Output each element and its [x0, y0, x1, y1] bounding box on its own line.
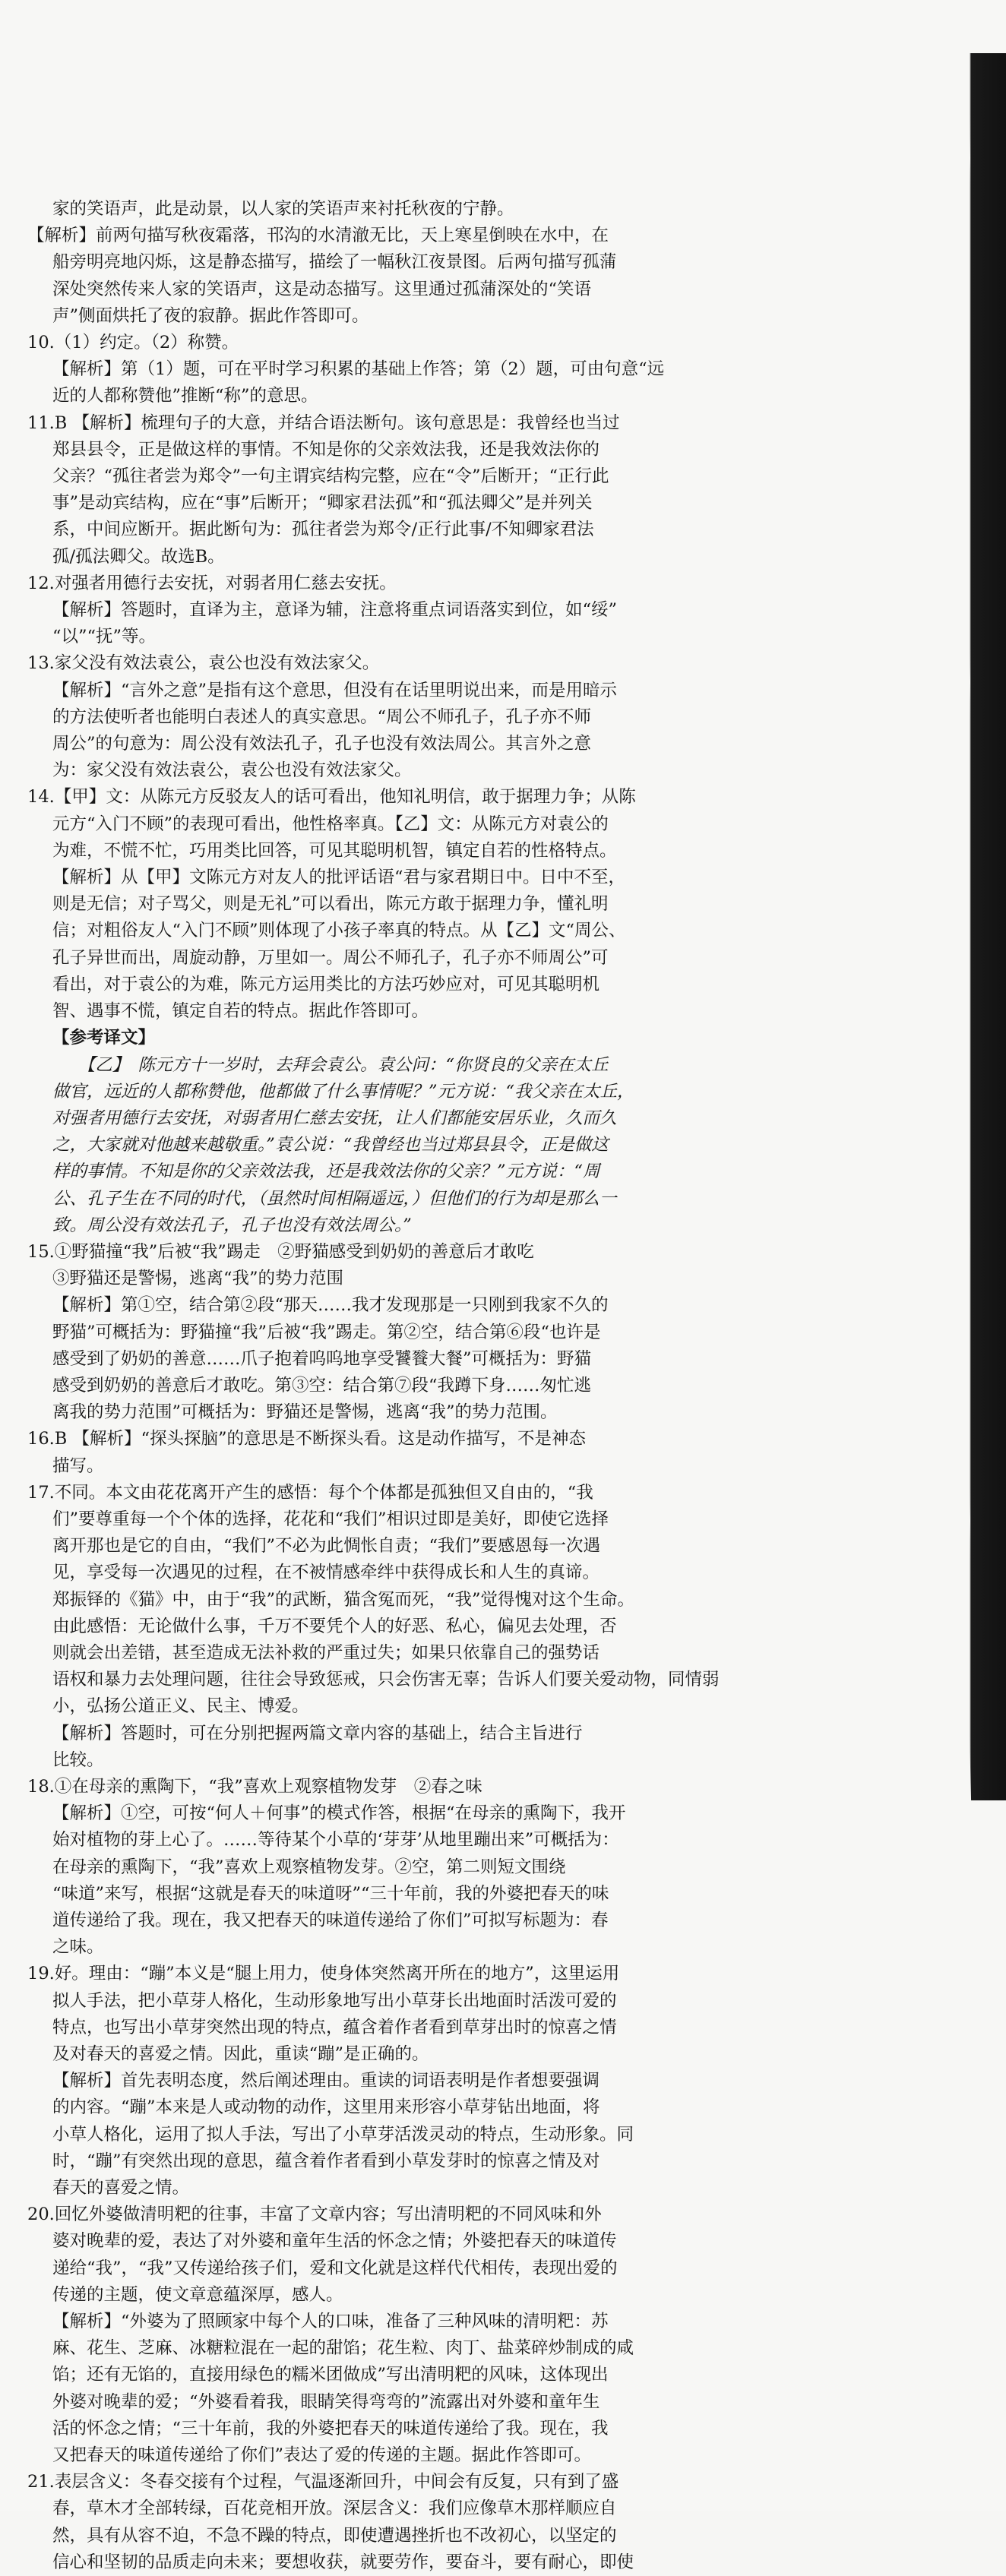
text-line: 活的怀念之情；“三十年前，我的外婆把春天的味道传递给了我。现在，我: [52, 2418, 609, 2439]
answer-text-body: [27, 196, 960, 2576]
text-line: 声”侧面烘托了夜的寂静。据此作答即可。: [52, 305, 369, 326]
text-line: 始对植物的芽上心了。……等待某个小草的‘芽芽’从地里蹦出来”可概括为：: [52, 1830, 619, 1851]
text-line: 又把春天的味道传递给了你们”表达了爱的传递的主题。据此作答即可。: [52, 2445, 592, 2466]
text-line: 郑县县令，正是做这样的事情。不知是你的父亲效法我，还是我效法你的: [52, 439, 600, 460]
text-line: 在母亲的熏陶下，“我”喜欢上观察植物发芽。②空，第二则短文围绕: [52, 1857, 566, 1877]
text-line: 智、遇事不慌，镇定自若的特点。据此作答即可。: [52, 1001, 429, 1022]
text-line: 离开那也是它的自由，“我们”不必为此惆怅自责；“我们”要感恩每一次遇: [52, 1536, 601, 1557]
text-line: 【解析】前两句描写秋夜霜落，邗沟的水清澈无比，天上寒星倒映在水中，在: [27, 226, 609, 246]
text-line: 的方法使听者也能明白表述人的真实意思。“周公不师孔子，孔子亦不师: [52, 706, 592, 727]
text-line: 之味。: [52, 1937, 104, 1958]
text-line: 然，具有从容不迫，不急不躁的特点，即使遭遇挫折也不改初心，以坚定的: [52, 2525, 617, 2546]
text-line: 信心和坚韧的品质走向未来；要想收获，就要劳作，要奋斗，要有耐心，即使: [52, 2552, 634, 2572]
text-line: 事”是动宾结构，应在“事”后断开；“卿家君法孤”和“孤法卿父”是并列关: [52, 493, 593, 514]
text-line: 17.不同。本文由花花离开产生的感悟：每个个体都是孤独但又自由的，“我: [27, 1482, 593, 1503]
text-line: 周公”的句意为：周公没有效法孔子，孔子也没有效法周公。其言外之意: [52, 734, 592, 754]
text-line: 信；对粗俗友人“入门不顾”则体现了小孩子率真的特点。从【乙】文“周公、: [52, 921, 626, 941]
text-line: 家的笑语声，此是动景，以人家的笑语声来衬托秋夜的宁静。: [52, 199, 514, 219]
text-line: 系，中间应断开。据此断句为：孤往者尝为郑令/正行此事/不知卿家君法: [52, 520, 594, 540]
text-line: 为难，不慌不忙，巧用类比回答，可见其聪明机智，镇定自若的性格特点。: [52, 840, 617, 861]
text-line: 馅；还有无馅的，直接用绿色的糯米团做成”写出清明粑的风味，这体现出: [52, 2365, 609, 2385]
text-line: 致。周公没有效法孔子，孔子也没有效法周公。”: [52, 1215, 412, 1235]
text-line: 拟人手法，把小草芽人格化，生动形象地写出小草芽长出地面时活泼可爱的: [52, 1990, 617, 2011]
text-line: 描写。: [52, 1456, 104, 1476]
text-line: 21.表层含义：冬春交接有个过程，气温逐渐回升，中间会有反复，只有到了盛: [27, 2472, 619, 2492]
text-line: “以”“抚”等。: [52, 627, 157, 647]
text-line: 婆对晚辈的爱，表达了对外婆和童年生活的怀念之情；外婆把春天的味道传: [52, 2231, 617, 2252]
text-line: 船旁明亮地闪烁，这是静态描写，描绘了一幅秋江夜景图。后两句描写孤蒲: [52, 252, 617, 273]
text-line: 公、孔子生在不同的时代，（虽然时间相隔遥远，）但他们的行为却是那么一: [52, 1188, 617, 1209]
text-line: 近的人都称赞他”推断“称”的意思。: [52, 386, 318, 406]
text-line: 对强者用德行去安抚，对弱者用仁慈去安抚，让人们都能安居乐业，久而久: [52, 1108, 617, 1128]
text-line: 感受到了奶奶的善意……爪子抱着呜呜地享受饕餮大餐”可概括为：野猫: [52, 1348, 592, 1369]
text-line: 18.①在母亲的熏陶下，“我”喜欢上观察植物发芽 ②春之味: [27, 1776, 482, 1797]
text-line: 【乙】 陈元方十一岁时，去拜会袁公。袁公问：“你贤良的父亲在太丘: [52, 1054, 609, 1075]
text-line: 【解析】答题时，直译为主，意译为辅，注意将重点词语落实到位，如“绥”: [52, 600, 618, 621]
text-line: 16.B 【解析】“探头探脑”的意思是不断探头看。这是动作描写，不是神态: [27, 1429, 586, 1449]
text-line: 们”要尊重每一个个体的选择，花花和“我们”相识过即是美好，即使它选择: [52, 1509, 609, 1529]
text-line: 道传递给了我。现在，我又把春天的味道传递给了你们”可拟写标题为：春: [52, 1911, 609, 1930]
text-line: 为：家父没有效法袁公，袁公也没有效法家父。: [52, 760, 412, 781]
text-line: 递给“我”，“我”又传递给孩子们，爱和文化就是这样代代相传，表现出爱的: [52, 2258, 618, 2278]
text-line: 11.B 【解析】梳理句子的大意，并结合语法断句。该句意思是：我曾经也当过: [27, 412, 620, 433]
text-line: 则是无信；对子骂父，则是无礼”可以看出，陈元方敢于据理力争，懂礼明: [52, 894, 609, 915]
text-line: 10.（1）约定。（2）称赞。: [27, 333, 239, 353]
text-line: 春天的喜爱之情。: [52, 2178, 190, 2198]
text-line: 做官，远近的人都称赞他，他都做了什么事情呢？”元方说：“我父亲在太丘，: [52, 1081, 634, 1102]
text-line: 孤/孤法卿父。故选B。: [52, 546, 225, 567]
text-line: 15.①野猫撞“我”后被“我”踢走 ②野猫感受到奶奶的善意后才敢吃: [27, 1241, 534, 1262]
text-line: 则就会出差错，甚至造成无法补救的严重过失；如果只依靠自己的强势话: [52, 1642, 600, 1663]
text-line: 麻、花生、芝麻、冰糖粒混在一起的甜馅；花生粒、肉丁、盐菜碎炒制成的咸: [52, 2338, 634, 2359]
text-line: 13.家父没有效法袁公，袁公也没有效法家父。: [27, 653, 380, 674]
text-line: 父亲？“孤往者尝为郑令”一句主谓宾结构完整，应在“令”后断开；“正行此: [52, 466, 609, 487]
text-line: 【解析】第（1）题，可在平时学习积累的基础上作答；第（2）题，可由句意“远: [52, 359, 665, 380]
text-line: 19.好。理由：“蹦”本义是“腿上用力，使身体突然离开所在的地方”，这里运用: [27, 1964, 620, 1984]
text-line: ③野猫还是警惕，逃离“我”的势力范围: [52, 1269, 344, 1289]
text-line: 比较。: [52, 1749, 104, 1770]
text-line: 元方“入门不顾”的表现可看出，他性格率真。【乙】文：从陈元方对袁公的: [52, 814, 609, 834]
text-line: 14.【甲】文：从陈元方反驳友人的话可看出，他知礼明信，敢于据理力争；从陈: [27, 787, 636, 808]
text-line: 及对春天的喜爱之情。因此，重读“蹦”是正确的。: [52, 2044, 429, 2065]
text-line: 小，弘扬公道正义、民主、博爱。: [52, 1696, 309, 1717]
text-line: 12.对强者用德行去安抚，对弱者用仁慈去安抚。: [27, 573, 397, 593]
text-line: 外婆对晚辈的爱；“外婆看着我，眼睛笑得弯弯的”流露出对外婆和童年生: [52, 2391, 600, 2412]
text-line: 孔子异世而出，周旋动静，万里如一。周公不师孔子，孔子亦不师周公”可: [52, 947, 609, 968]
text-line: 时，“蹦”有突然出现的意思，蕴含着作者看到小草发芽时的惊喜之情及对: [52, 2151, 600, 2171]
text-line: 春，草木才全部转绿，百花竞相开放。深层含义：我们应像草木那样顺应自: [52, 2499, 617, 2519]
text-line: 感受到奶奶的善意后才敢吃。第③空：结合第⑦段“我蹲下身……匆忙逃: [52, 1375, 592, 1395]
text-line: “味道”来写，根据“这就是春天的味道呀”“三十年前，我的外婆把春天的味: [52, 1883, 609, 1904]
text-line: 小草人格化，运用了拟人手法，写出了小草芽活泼灵动的特点，生动形象。同: [52, 2124, 634, 2145]
text-line: 离我的势力范围”可概括为：野猫还是警惕，逃离“我”的势力范围。: [52, 1402, 558, 1423]
text-line: 【解析】“外婆为了照顾家中每个人的口味，准备了三种风味的清明粑：苏: [52, 2312, 609, 2332]
text-line: 深处突然传来人家的笑语声，这是动态描写。这里通过孤蒲深处的“笑语: [52, 279, 592, 299]
text-line: 郑振铎的《猫》中，由于“我”的武断，猫含冤而死，“我”觉得愧对这个生命。: [52, 1589, 635, 1610]
text-line: 特点，也写出小草芽突然出现的特点，蕴含着作者看到草芽出时的惊喜之情: [52, 2017, 617, 2037]
text-line: 【参考译文】: [52, 1028, 156, 1048]
text-line: 见，享受每一次遇见的过程，在不被情感牵绊中获得成长和人生的真谛。: [52, 1563, 600, 1583]
text-line: 由此感悟：无论做什么事，千万不要凭个人的好恶、私心，偏见去处理，否: [52, 1616, 617, 1636]
text-line: 【解析】①空，可按“何人＋何事”的模式作答，根据“在母亲的熏陶下，我开: [52, 1803, 626, 1824]
text-line: 之，大家就对他越来越敬重。”袁公说：“我曾经也当过郑县县令，正是做这: [52, 1135, 609, 1155]
text-line: 【解析】从【甲】文陈元方对友人的批评话语“君与家君期日中。日中不至，: [52, 868, 626, 888]
text-line: 【解析】“言外之意”是指有这个意思，但没有在话里明说出来，而是用暗示: [52, 680, 618, 700]
text-line: 【解析】首先表明态度，然后阐述理由。重读的词语表明是作者想要强调: [52, 2071, 600, 2091]
text-line: 的内容。“蹦”本来是人或动物的动作，这里用来形容小草芽钻出地面，将: [52, 2097, 600, 2118]
page-torn-edge: [963, 53, 1006, 1800]
text-line: 传递的主题，使文章意蕴深厚，感人。: [52, 2284, 343, 2305]
text-line: 【解析】答题时，可在分别把握两篇文章内容的基础上，结合主旨进行: [52, 1723, 583, 1743]
text-line: 【解析】第①空，结合第②段“那天……我才发现那是一只刚到我家不久的: [52, 1295, 609, 1316]
text-line: 20.回忆外婆做清明粑的往事，丰富了文章内容；写出清明粑的不同风味和外: [27, 2205, 602, 2225]
text-line: 野猫”可概括为：野猫撞“我”后被“我”踢走。第②空，结合第⑥段“也许是: [52, 1322, 601, 1342]
text-line: 看出，对于袁公的为难，陈元方运用类比的方法巧妙应对，可见其聪明机: [52, 974, 600, 994]
text-line: 语权和暴力去处理问题，往往会导致惩戒，只会伤害无辜；告诉人们要关爱动物，同情弱: [52, 1670, 720, 1690]
text-line: 样的事情。不知是你的父亲效法我，还是我效法你的父亲？”元方说：“周: [52, 1162, 600, 1182]
